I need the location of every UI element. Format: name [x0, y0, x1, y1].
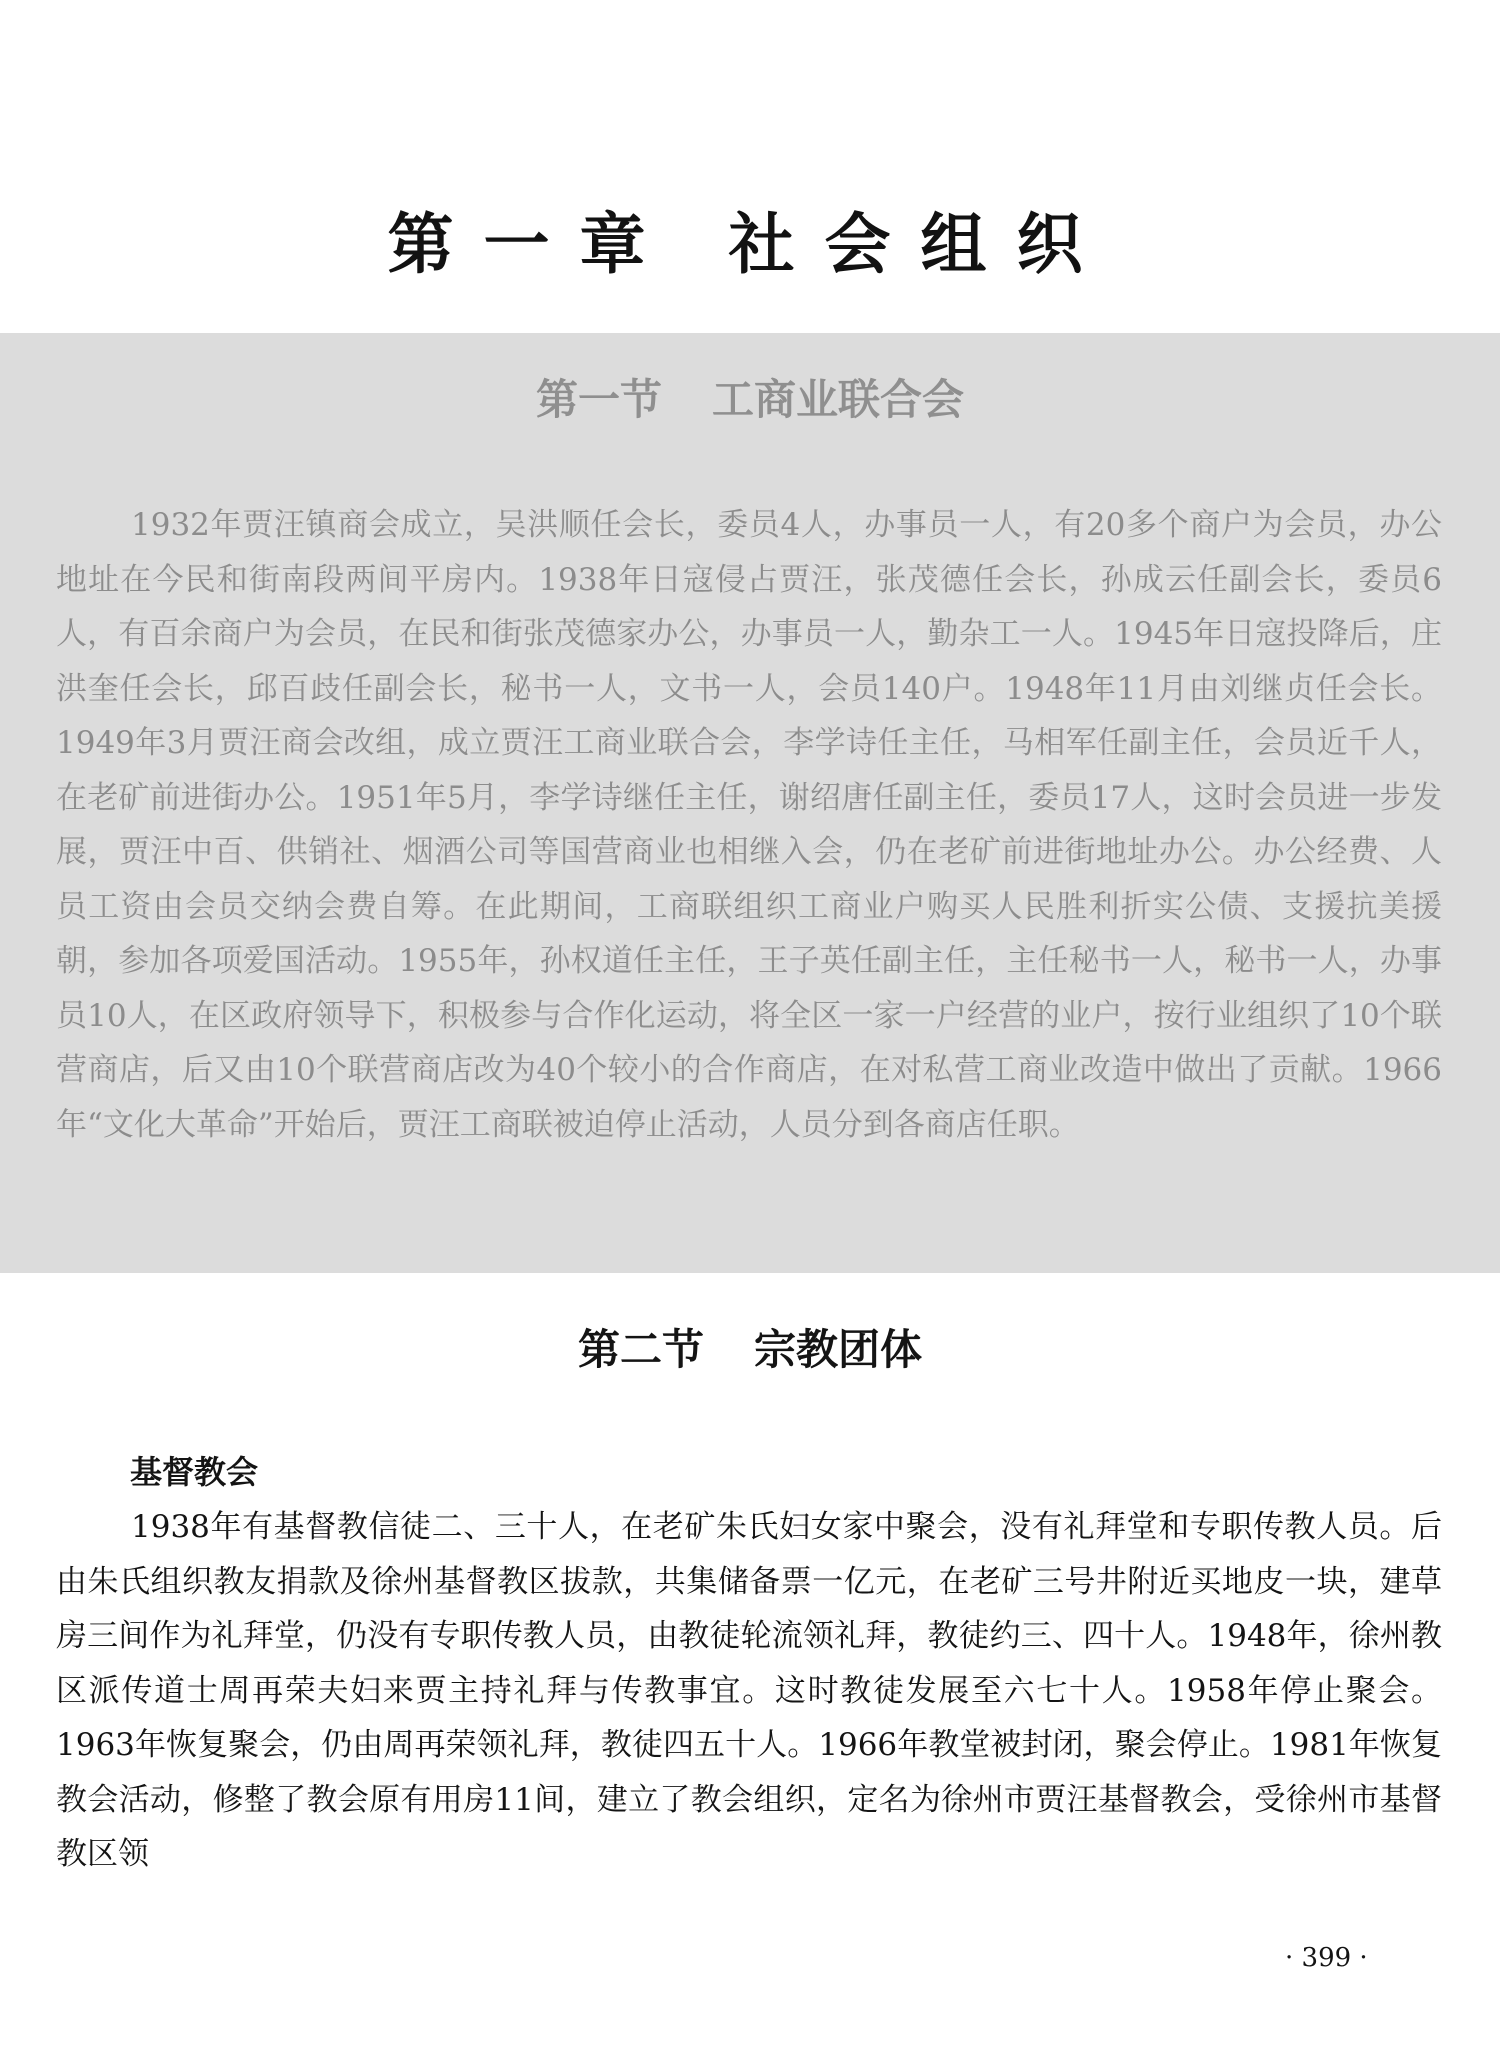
- section-1-number: 第一节: [535, 375, 662, 424]
- section-2-subheading: 基督教会: [130, 1453, 259, 1491]
- chapter-title: 第一章 社会组织: [387, 206, 1113, 283]
- section-1-paragraph: 1932年贾汪镇商会成立，吴洪顺任会长，委员4人，办事员一人，有20多个商户为会员，办公地址在今民和街南段两间平房内。1938年日寇侵占贾汪，张茂德任会长，孙成云任副会长，委员6人，有百余商户为会员，在民和街张茂德家办公，办事员一人，勤杂工一人。1945年日寇投降后，庄洪奎任会长，邱百歧任副会长，秘书一人，文书一人，会员140户。1948年11月由刘继贞任会长。1949年3月贾汪商会改组，成立贾汪工商业联合会，李学诗任主任，马相军任副主任，会员近千人，在老矿前进街办公。1951年5月，李学诗继任主任，谢绍唐任副主任，委员17人，这时会员进一步发展，贾汪中百、供销社、烟酒公司等国营商业也相继入会，仍在老矿前进街地址办公。办公经费、人员工资由会员交纳会费自筹。在此期间，工商联组织工商业户购买人民胜利折实公债、支援抗美援朝，参加各项爱国活动。1955年，孙权道任主任，王子英任副主任，主任秘书一人，秘书一人，办事员10人，在区政府领导下，积极参与合作化运动，将全区一家一户经营的业户，按行业组织了10个联营商店，后又由10个联营商店改为40个较小的合作商店，在对私营工商业改造中做出了贡献。1966年“文化大革命”开始后，贾汪工商联被迫停止活动，人员分到各商店任职。: [56, 507, 1442, 1143]
- page-number: · 399 ·: [1285, 1943, 1368, 1973]
- section-2-paragraph: 1938年有基督教信徒二、三十人，在老矿朱氏妇女家中聚会，没有礼拜堂和专职传教人员。后由朱氏组织教友捐款及徐州基督教区拔款，共集储备票一亿元，在老矿三号井附近买地皮一块，建草房三间作为礼拜堂，仍没有专职传教人员，由教徒轮流领礼拜，教徒约三、四十人。1948年，徐州教区派传道士周再荣夫妇来贾主持礼拜与传教事宜。这时教徒发展至六七十人。1958年停止聚会。1963年恢复聚会，仍由周再荣领礼拜，教徒四五十人。1966年教堂被封闭，聚会停止。1981年恢复教会活动，修整了教会原有用房11间，建立了教会组织，定名为徐州市贾汪基督教会，受徐州市基督教区领: [56, 1509, 1442, 1872]
- section-1-name: 工商业联合会: [712, 375, 965, 424]
- section-2-number: 第二节: [577, 1325, 704, 1374]
- section-2-name: 宗教团体: [754, 1325, 923, 1374]
- section-2-title: [0, 1322, 1500, 1378]
- section-1-title: [0, 372, 1500, 428]
